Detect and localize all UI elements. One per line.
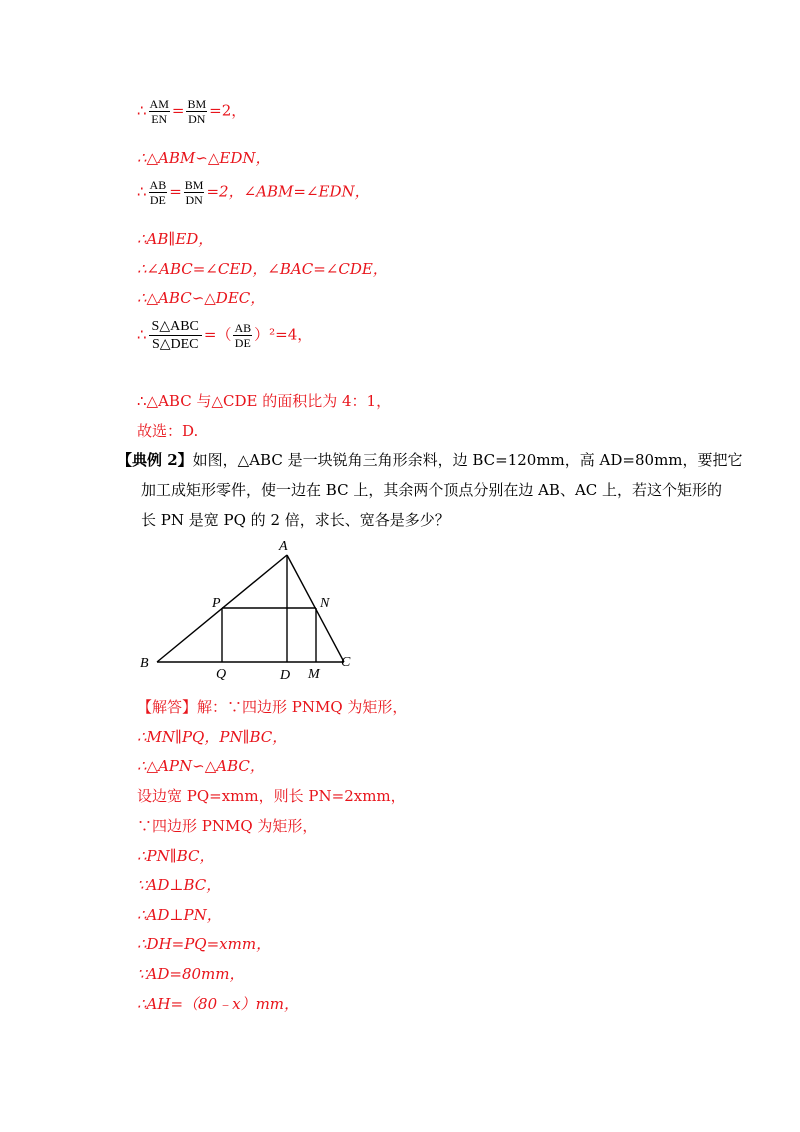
answer-line-5: ∵四边形 PNMQ 为矩形， [137, 817, 318, 835]
solution-line-6: ∴△ABC∽△DEC， [137, 289, 266, 307]
fraction-numerator: BM [187, 97, 207, 111]
answer-line-6: ∴PN∥BC， [137, 847, 215, 865]
fraction-bm-dn-2 [184, 178, 205, 207]
fraction-denominator: EN [151, 112, 168, 126]
solution-line-7: ∴ $\frac{\text{S△ABC}}{\text{S△DEC}}$ =（ $\frac{AB}{DE}$ ）²=4， [137, 319, 313, 352]
fraction-denominator: DN [185, 193, 203, 207]
label-c: C [341, 655, 351, 670]
solution-line-1: ∴ $\frac{AM}{EN}$ = $\frac{BM}{DN}$ =2， [137, 97, 247, 126]
fraction-area-ratio [149, 318, 202, 353]
answer-line-3: ∴△APN∽△ABC， [137, 757, 265, 775]
fraction-numerator: S△ABC [149, 318, 202, 336]
therefore-symbol: ∴ [137, 101, 147, 120]
triangle-figure [130, 535, 370, 685]
fraction-ab-de-2 [233, 321, 252, 350]
solution-line-3: ∴ $\frac{AB}{DE}$ = $\frac{BM}{DN}$ =2，∠ABM=∠EDN， [137, 178, 370, 207]
answer-tag: 【解答】 [137, 698, 198, 716]
label-a: A [279, 539, 288, 554]
solution-line-5: ∴∠ABC=∠CED，∠BAC=∠CDE， [137, 260, 388, 278]
solution-line-9: 故选：D. [137, 422, 199, 440]
label-p: P [212, 596, 221, 611]
label-m: M [308, 667, 320, 682]
fraction-denominator: DN [188, 112, 206, 126]
answer-line-11: ∴AH=（80﹣x）mm， [137, 995, 300, 1013]
fraction-numerator: AM [149, 97, 169, 111]
answer-line-4: 设边宽 PQ=xmm，则长 PN=2xmm， [137, 787, 406, 805]
fraction-ab-de [149, 178, 168, 207]
example2-line-2: 加工成矩形零件，使一边在 BC 上，其余两个顶点分别在边 AB、AC 上，若这个矩形的 [141, 481, 723, 499]
fraction-numerator: AB [149, 178, 167, 192]
answer-line-7: ∵AD⊥BC， [137, 876, 222, 894]
solution-line-8: ∴△ABC 与△CDE 的面积比为 4：1， [137, 392, 392, 410]
solution-line-2: ∴△ABM∽△EDN， [137, 149, 271, 167]
example2-tag: 【典例 2】 [117, 451, 193, 469]
example2-line-3: 长 PN 是宽 PQ 的 2 倍，求长、宽各是多少？ [141, 511, 450, 529]
label-b: B [140, 656, 149, 671]
fraction-numerator: BM [184, 178, 204, 192]
answer-line-8: ∴AD⊥PN， [137, 906, 222, 924]
answer-line-2: ∴MN∥PQ，PN∥BC， [137, 728, 288, 746]
label-d: D [280, 668, 291, 683]
fraction-numerator: AB [234, 321, 252, 335]
fraction-denominator: DE [149, 193, 166, 207]
label-q: Q [216, 667, 227, 682]
fraction-bm-dn [186, 97, 207, 126]
answer-line-1: 【解答】解：∵四边形 PNMQ 为矩形， [137, 698, 408, 716]
answer-line-10: ∵AD=80mm， [137, 965, 245, 983]
example2-line-1: 【典例 2】如图，△ABC 是一块锐角三角形余料，边 BC=120mm，高 AD=80mm，要把它 [117, 451, 743, 469]
fraction-denominator: DE [234, 336, 251, 350]
label-n: N [320, 596, 330, 611]
answer-line-9: ∴DH=PQ=xmm， [137, 935, 272, 953]
fraction-am-en [149, 97, 170, 126]
solution-line-4: ∴AB∥ED， [137, 230, 214, 248]
fraction-denominator: S△DEC [151, 337, 199, 352]
